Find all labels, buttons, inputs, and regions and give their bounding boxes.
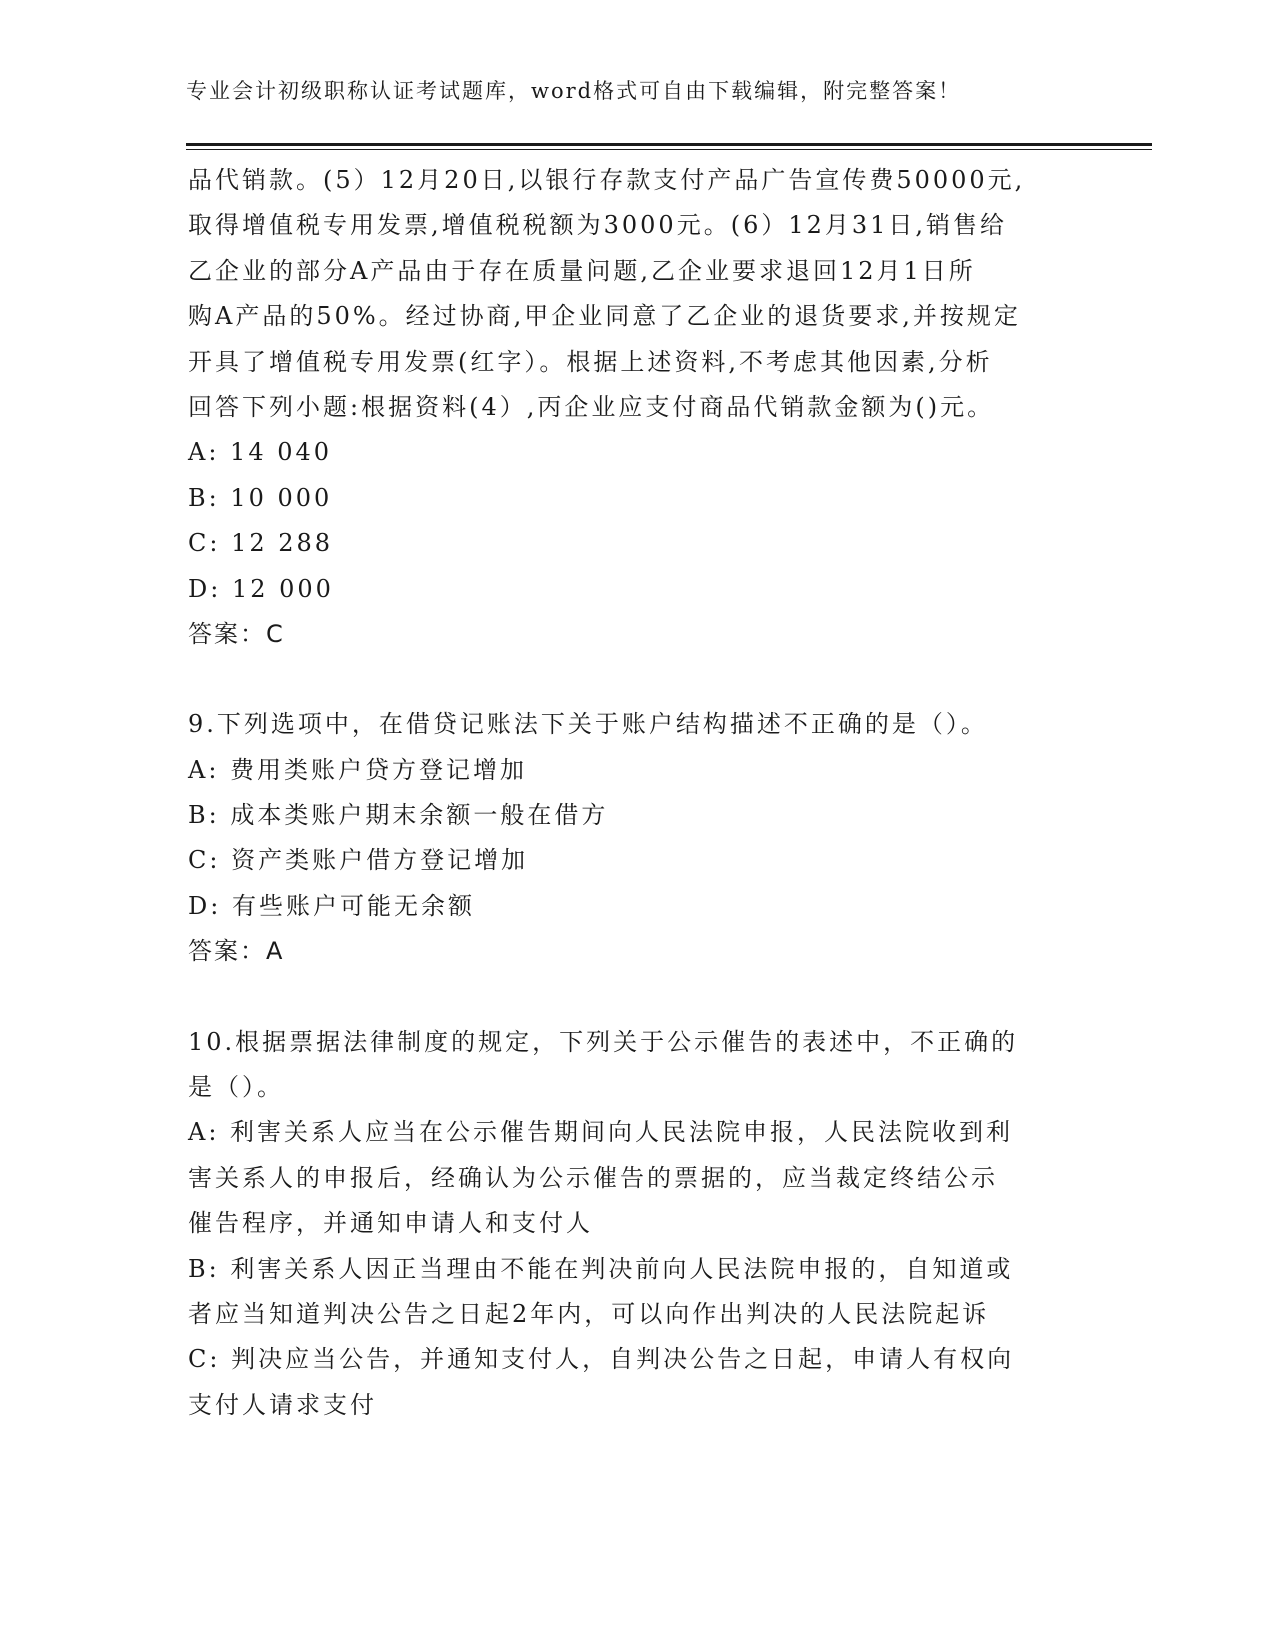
question-8-stem-line: 乙企业的部分A产品由于存在质量问题,乙企业要求退回12月1日所 [188,256,976,285]
header-rule-thin [186,149,1152,150]
question-8-stem-line: 取得增值税专用发票,增值税税额为3000元。(6）12月31日,销售给 [188,211,1008,240]
question-8-option-a: A: 14 040 [188,438,333,467]
question-9-option-b: B: 成本类账户期末余额一般在借方 [188,801,609,830]
question-9 [188,702,1088,974]
question-10-option-line: B: 利害关系人因正当理由不能在判决前向人民法院申报的，自知道或 [188,1254,1014,1283]
question-10-option-line: 催告程序，并通知申请人和支付人 [188,1209,593,1238]
question-8-option-b: B: 10 000 [188,483,333,512]
question-8-stem-line: 开具了增值税专用发票(红字）。根据上述资料,不考虑其他因素,分析 [188,347,993,376]
question-8 [188,158,1088,657]
question-10 [188,1020,1088,1429]
page-header: 专业会计初级职称认证考试题库，word格式可自由下载编辑，附完整答案！ [186,79,962,103]
question-10-stem-line: 10.根据票据法律制度的规定，下列关于公示催告的表述中，不正确的 [188,1027,1019,1056]
question-9-option-c: C: 资产类账户借方登记增加 [188,846,529,875]
spacer [188,975,1088,1020]
question-10-option-line: C: 判决应当公告，并通知支付人，自判决公告之日起，申请人有权向 [188,1345,1015,1374]
question-9-option-a: A: 费用类账户贷方登记增加 [188,755,528,784]
question-10-option-line: 者应当知道判决公告之日起2年内，可以向作出判决的人民法院起诉 [188,1299,990,1328]
spacer [188,657,1088,702]
question-8-option-c: C: 12 288 [188,529,334,558]
header-rule-thick [186,143,1152,146]
question-content [188,158,1088,1428]
question-10-option-line: A: 利害关系人应当在公示催告期间向人民法院申报，人民法院收到利 [188,1118,1014,1147]
question-8-answer: 答案：C [188,619,285,648]
question-9-stem-line: 9.下列选项中，在借贷记账法下关于账户结构描述不正确的是（）。 [188,710,988,739]
question-10-option-line: 害关系人的申报后，经确认为公示催告的票据的，应当裁定终结公示 [188,1163,998,1192]
question-10-option-line: 支付人请求支付 [188,1390,377,1419]
question-8-option-d: D: 12 000 [188,574,334,603]
question-9-option-d: D: 有些账户可能无余额 [188,891,475,920]
question-10-stem-line: 是（）。 [188,1073,284,1102]
question-8-stem-line: 品代销款。(5）12月20日,以银行存款支付产品广告宣传费50000元, [188,166,1026,194]
question-9-answer: 答案：A [188,937,285,966]
question-8-stem-line: 回答下列小题:根据资料(4）,丙企业应支付商品代销款金额为()元。 [188,392,995,421]
question-8-stem-line: 购A产品的50%。经过协商,甲企业同意了乙企业的退货要求,并按规定 [188,302,1021,331]
